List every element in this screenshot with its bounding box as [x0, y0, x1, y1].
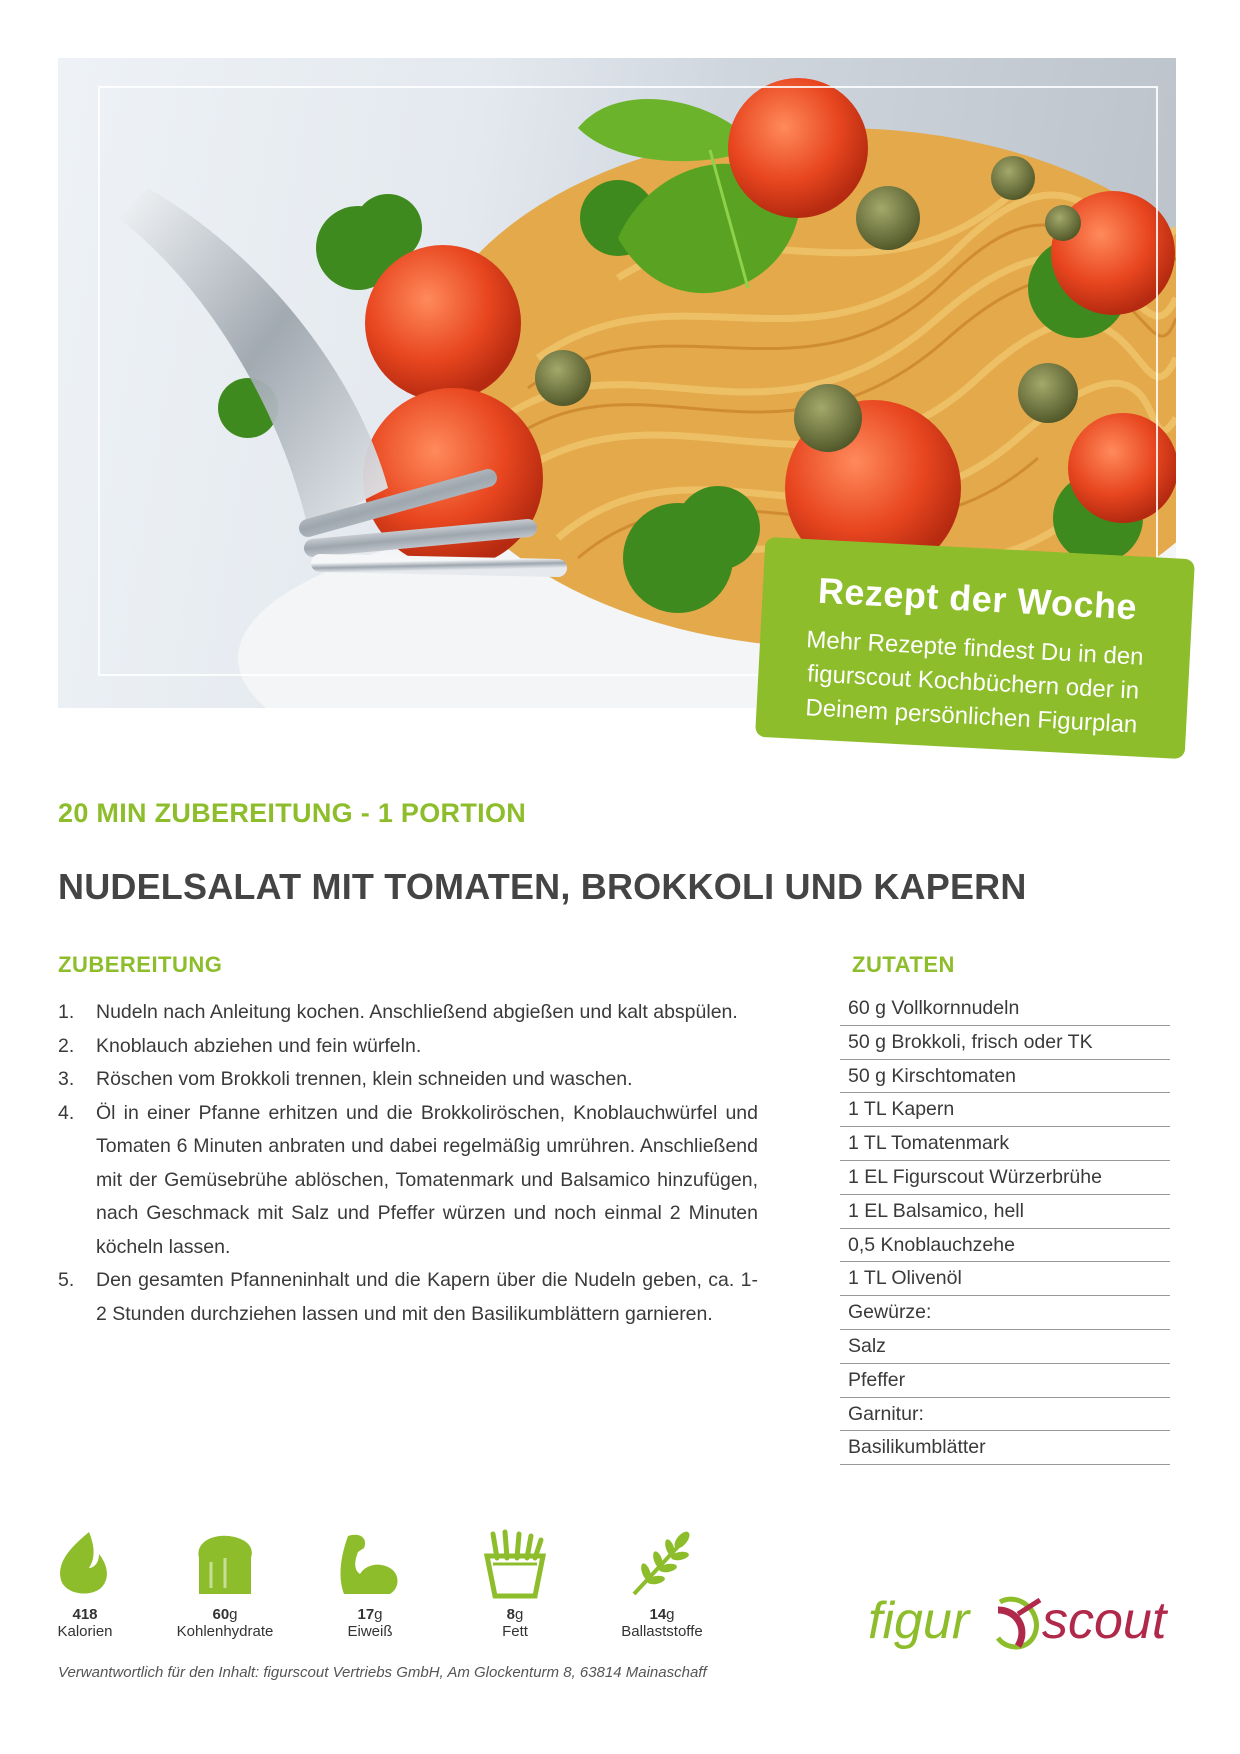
- nutrition-label: Eiweiß: [347, 1623, 393, 1640]
- nutrition-value: 14g: [649, 1606, 675, 1623]
- recipe-title: NUDELSALAT MIT TOMATEN, BROKKOLI UND KAPERN: [58, 866, 1027, 907]
- logo-right-text: scout: [1042, 1592, 1167, 1650]
- preparation-heading: ZUBEREITUNG: [58, 952, 223, 977]
- nutrition-fat: [450, 1528, 580, 1640]
- step-number: 1.: [58, 1001, 75, 1023]
- logo-left-text: figur: [868, 1592, 970, 1650]
- ingredient-item: Basilikumblätter: [840, 1431, 1170, 1465]
- flame-icon: [49, 1528, 121, 1600]
- nutrition-label: Kalorien: [57, 1623, 113, 1640]
- ingredient-item: 1 EL Figurscout Würzerbrühe: [840, 1161, 1170, 1195]
- ingredient-item: 60 g Vollkornnudeln: [840, 992, 1170, 1026]
- ingredient-item: 1 TL Kapern: [840, 1093, 1170, 1127]
- nutrition-carbs: [160, 1528, 290, 1640]
- ingredient-item: 1 EL Balsamico, hell: [840, 1195, 1170, 1229]
- step-number: 3.: [58, 1068, 75, 1090]
- logo-symbol: [998, 1599, 1040, 1647]
- figurscout-logo: [868, 1580, 1178, 1660]
- step-item: [58, 1264, 758, 1331]
- ingredients-list: [840, 992, 1170, 1465]
- ingredient-item: Salz: [840, 1330, 1170, 1364]
- nutrition-value: 17g: [357, 1606, 383, 1623]
- ingredient-item: Gewürze:: [840, 1296, 1170, 1330]
- step-text: Den gesamten Pfanneninhalt und die Kapern über die Nudeln geben, ca. 1-2 Stunden durchziehen lassen und mit den Basilikumblättern garnieren.: [96, 1269, 758, 1325]
- step-item: [58, 1030, 758, 1064]
- wheat-icon: [626, 1528, 698, 1600]
- step-item: [58, 1097, 758, 1265]
- nutrition-value: 60g: [212, 1606, 238, 1623]
- nutrition-value: 418: [72, 1606, 98, 1623]
- nutrition-value: 8g: [506, 1606, 524, 1623]
- footer-imprint: Verwantwortlich für den Inhalt: figurscout Vertriebs GmbH, Am Glockenturm 8, 63814 Mainaschaff: [58, 1664, 707, 1681]
- ingredient-item: 0,5 Knoblauchzehe: [840, 1229, 1170, 1263]
- step-number: 4.: [58, 1101, 75, 1124]
- recipe-meta: 20 MIN ZUBEREITUNG - 1 PORTION: [58, 798, 527, 828]
- nutrition-label: Kohlenhydrate: [176, 1623, 274, 1640]
- nutrition-calories: [20, 1528, 150, 1640]
- step-text: Knoblauch abziehen und fein würfeln.: [96, 1034, 422, 1057]
- ingredient-item: Garnitur:: [840, 1398, 1170, 1432]
- step-number: 2.: [58, 1034, 75, 1057]
- ingredient-item: 1 TL Tomatenmark: [840, 1127, 1170, 1161]
- ingredient-item: 50 g Brokkoli, frisch oder TK: [840, 1026, 1170, 1060]
- ingredient-item: Pfeffer: [840, 1364, 1170, 1398]
- step-text: Öl in einer Pfanne erhitzen und die Brokkoliröschen, Knoblauchwürfel und Tomaten 6 Minuten anbraten und dabei regelmäßig umrühren. Anschließend mit der Gemüsebrühe ablöschen, Tomatenmark und Balsamico hinzufügen, nach Geschmack mit Salz und Pfeffer würzen und noch einmal 2 Minuten köcheln lassen.: [96, 1101, 758, 1258]
- ingredient-item: 50 g Kirschtomaten: [840, 1060, 1170, 1094]
- fries-icon: [479, 1528, 551, 1600]
- nutrition-fiber: [597, 1528, 727, 1640]
- step-number: 5.: [58, 1269, 75, 1291]
- nutrition-label: Ballaststoffe: [621, 1623, 703, 1640]
- ingredients-heading: ZUTATEN: [852, 952, 955, 977]
- preparation-steps: [58, 996, 758, 1331]
- badge-text: Mehr Rezepte findest Du in den figurscout Kochbüchern oder in Deinem persönlichen Figurplan: [804, 626, 1145, 739]
- nutrition-label: Fett: [502, 1623, 528, 1640]
- recipe-of-week-badge: [755, 537, 1195, 759]
- ingredient-item: 1 TL Olivenöl: [840, 1262, 1170, 1296]
- step-text: Nudeln nach Anleitung kochen. Anschließend abgießen und kalt abspülen.: [96, 1001, 738, 1023]
- step-item: [58, 1063, 758, 1097]
- nutrition-protein: [305, 1528, 435, 1640]
- muscle-icon: [334, 1528, 406, 1600]
- step-item: [58, 996, 758, 1030]
- badge-title: Rezept der Woche: [817, 569, 1139, 628]
- step-text: Röschen vom Brokkoli trennen, klein schneiden und waschen.: [96, 1068, 633, 1090]
- bread-icon: [189, 1528, 261, 1600]
